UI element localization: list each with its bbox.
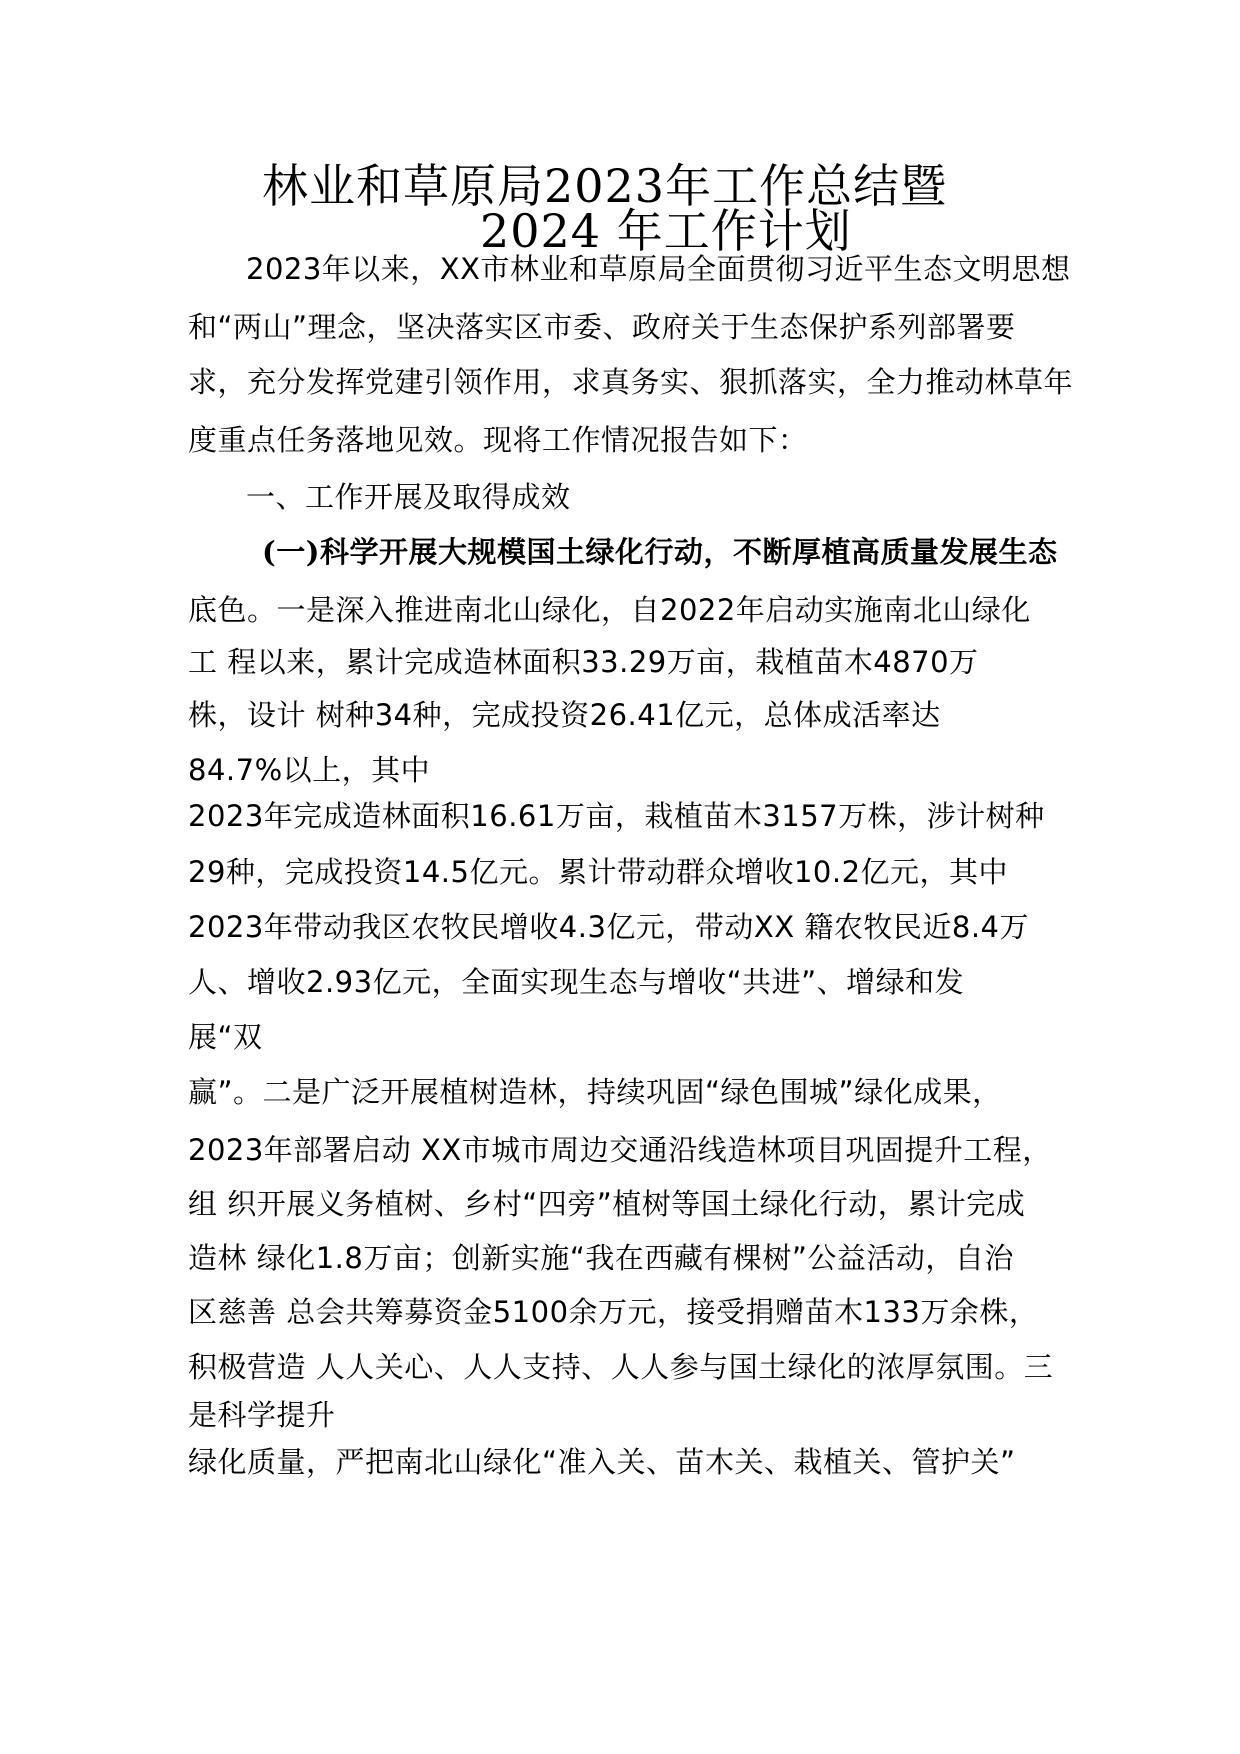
title-line-1: 林业和草原局2023年工作总结暨 (262, 159, 948, 213)
body-line: 工 程以来，累计完成造林面积33.29万亩，栽植苗木4870万 (188, 645, 979, 679)
body-line: 29种，完成投资14.5亿元。累计带动群众增收10.2亿元，其中 (188, 855, 1009, 889)
body-line: 赢”。二是广泛开展植树造林，持续巩固“绿色围城”绿化成果， (188, 1075, 1002, 1109)
body-line: 区慈善 总会共筹募资金5100余万元，接受捐赠苗木133万余株， (188, 1295, 1039, 1329)
body-line: 株，设计 树种34种，完成投资26.41亿元，总体成活率达 (188, 698, 941, 732)
body-line: 2023年以来，XX市林业和草原局全面贯彻习近平生态文明思想 (246, 252, 1071, 286)
body-line: 绿化质量，严把南北山绿化“准入关、苗木关、栽植关、管护关” (188, 1445, 1016, 1479)
body-line: 是科学提升 (188, 1398, 336, 1432)
body-line: 展“双 (188, 1020, 263, 1054)
body-line: 2023年带动我区农牧民增收4.3亿元，带动XX 籍农牧民近8.4万 (188, 910, 1029, 944)
body-line: 2023年完成造林面积16.61万亩，栽植苗木3157万株，涉计树种 (188, 799, 1045, 833)
title-line-2: 2024 年工作计划 (480, 204, 852, 258)
body-line: 人、增收2.93亿元，全面实现生态与增收“共进”、增绿和发 (188, 965, 965, 999)
body-line: 组 织开展义务植树、乡村“四旁”植树等国土绿化行动，累计完成 (188, 1187, 1026, 1221)
body-line: 造林 绿化1.8万亩；创新实施“我在西藏有棵树”公益活动，自治 (188, 1241, 1014, 1275)
body-line: 84.7%以上，其中 (188, 753, 431, 787)
section-heading: 一、工作开展及取得成效 (246, 480, 571, 514)
body-line: 底色。一是深入推进南北山绿化，自2022年启动实施南北山绿化 (188, 593, 1031, 627)
body-line: 求，充分发挥党建引领作用，求真务实、狠抓落实，全力推动林草年 (188, 365, 1074, 399)
body-line: 度重点任务落地见效。现将工作情况报告如下： (188, 423, 808, 457)
body-line: 2023年部署启动 XX市城市周边交通沿线造林项目巩固提升工程， (188, 1133, 1052, 1167)
body-line: 和“两山”理念，坚决落实区市委、政府关于生态保护系列部署要 (188, 310, 1016, 344)
subsection-heading: (一)科学开展大规模国土绿化行动，不断厚植高质量发展生态 (262, 535, 1058, 569)
body-line: 积极营造 人人关心、人人支持、人人参与国土绿化的浓厚氛围。三 (188, 1350, 1054, 1384)
